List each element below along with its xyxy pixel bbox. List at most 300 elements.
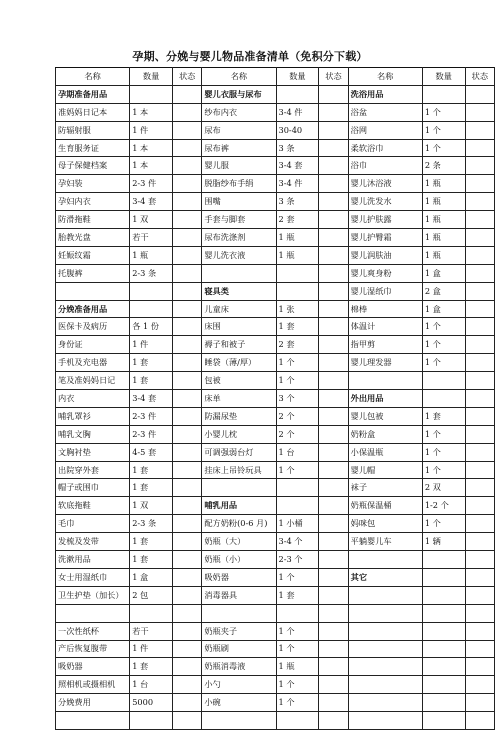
table-row <box>56 622 495 640</box>
blank-qty-cell <box>276 264 319 282</box>
item-qty: 3 条 <box>276 193 319 211</box>
item-status <box>173 515 202 533</box>
item-qty: 1 本 <box>130 157 173 175</box>
section-status-cell <box>465 568 494 586</box>
item-qty: 1 个 <box>422 139 465 157</box>
item-qty: 1 个 <box>422 354 465 372</box>
blank-qty-cell <box>276 712 319 730</box>
section-status-cell <box>319 282 348 300</box>
item-qty: 1 件 <box>130 121 173 139</box>
item-qty: 2-3 条 <box>130 515 173 533</box>
item-status <box>173 533 202 551</box>
blank-name-cell <box>348 372 422 390</box>
item-status <box>173 586 202 604</box>
table-row <box>56 354 495 372</box>
section-status-cell <box>173 85 202 103</box>
item-qty: 1 个 <box>422 121 465 139</box>
table-row <box>56 568 495 586</box>
item-name: 婴儿爽身粉 <box>348 264 422 282</box>
item-name: 奶瓶刷 <box>202 640 276 658</box>
item-name: 软底拖鞋 <box>56 497 130 515</box>
item-name: 奶瓶夹子 <box>202 622 276 640</box>
item-qty: 1 个 <box>422 461 465 479</box>
item-name: 平躺婴儿车 <box>348 533 422 551</box>
item-name: 妈咪包 <box>348 515 422 533</box>
item-name: 婴儿洗发水 <box>348 193 422 211</box>
item-status <box>319 193 348 211</box>
item-status <box>173 139 202 157</box>
blank-qty-cell <box>422 694 465 712</box>
item-status <box>173 461 202 479</box>
item-name: 婴儿湿纸巾 <box>348 282 422 300</box>
item-qty: 1 套 <box>130 461 173 479</box>
item-name: 婴儿润肤油 <box>348 246 422 264</box>
item-qty: 1 盒 <box>422 264 465 282</box>
item-status <box>173 157 202 175</box>
item-status <box>319 390 348 408</box>
item-name: 奶瓶（小） <box>202 551 276 569</box>
item-status <box>173 676 202 694</box>
item-name: 毛巾 <box>56 515 130 533</box>
item-name: 医保卡及病历 <box>56 318 130 336</box>
blank-status-cell <box>465 586 494 604</box>
item-name: 可调强弱台灯 <box>202 443 276 461</box>
item-name: 脱脂纱布手绢 <box>202 175 276 193</box>
item-qty: 1-2 个 <box>422 497 465 515</box>
item-name: 消毒器具 <box>202 586 276 604</box>
item-qty: 1 瓶 <box>422 175 465 193</box>
item-name: 胎教光盘 <box>56 229 130 247</box>
blank-name-cell <box>202 479 276 497</box>
item-status <box>319 443 348 461</box>
table-row <box>56 390 495 408</box>
item-status <box>319 694 348 712</box>
item-qty: 1 个 <box>276 372 319 390</box>
item-qty: 1 个 <box>276 568 319 586</box>
item-name: 吸奶器 <box>202 568 276 586</box>
section-heading: 孕期准备用品 <box>56 85 130 103</box>
table-row <box>56 372 495 390</box>
blank-status-cell <box>319 264 348 282</box>
blank-qty-cell <box>422 622 465 640</box>
item-qty: 3 条 <box>276 139 319 157</box>
blank-name-cell <box>348 604 422 622</box>
item-qty: 3 个 <box>276 390 319 408</box>
table-row <box>56 246 495 264</box>
item-status <box>319 461 348 479</box>
item-name: 奶瓶保温桶 <box>348 497 422 515</box>
item-name: 小保温瓶 <box>348 443 422 461</box>
table-row <box>56 425 495 443</box>
item-name: 婴儿帽 <box>348 461 422 479</box>
item-status <box>319 622 348 640</box>
blank-status-cell <box>319 712 348 730</box>
item-qty: 1 个 <box>422 515 465 533</box>
item-name: 小勺 <box>202 676 276 694</box>
section-heading: 分娩准备用品 <box>56 300 130 318</box>
item-name: 儿童床 <box>202 300 276 318</box>
item-name: 笔及准妈妈日记 <box>56 372 130 390</box>
item-qty: 1 套 <box>130 551 173 569</box>
item-name: 奶瓶消毒液 <box>202 658 276 676</box>
blank-qty-cell <box>422 604 465 622</box>
item-status <box>465 157 494 175</box>
item-status <box>465 533 494 551</box>
table-row <box>56 443 495 461</box>
item-name: 小碗 <box>202 694 276 712</box>
blank-status-cell <box>319 604 348 622</box>
item-status <box>319 658 348 676</box>
item-status <box>465 229 494 247</box>
blank-qty-cell <box>422 640 465 658</box>
item-status <box>319 121 348 139</box>
item-qty: 2-3 件 <box>130 407 173 425</box>
table-row <box>56 658 495 676</box>
item-status <box>465 443 494 461</box>
item-status <box>173 694 202 712</box>
item-name: 妊娠纹霜 <box>56 246 130 264</box>
blank-status-cell <box>319 479 348 497</box>
item-name: 手机及充电器 <box>56 354 130 372</box>
table-row <box>56 211 495 229</box>
item-status <box>465 497 494 515</box>
blank-name-cell <box>56 604 130 622</box>
section-heading: 洗浴用品 <box>348 85 422 103</box>
checklist-body <box>56 85 495 729</box>
item-status <box>173 175 202 193</box>
table-row <box>56 479 495 497</box>
document-title: 孕期、分娩与婴儿物品准备清单（免积分下载） <box>132 50 368 63</box>
item-name: 睡袋（薄/厚） <box>202 354 276 372</box>
blank-status-cell <box>465 676 494 694</box>
item-name: 卫生护垫（加长） <box>56 586 130 604</box>
blank-status-cell <box>465 622 494 640</box>
item-status <box>173 354 202 372</box>
item-status <box>173 497 202 515</box>
item-name: 床单 <box>202 390 276 408</box>
item-name: 柔软浴巾 <box>348 139 422 157</box>
table-row <box>56 640 495 658</box>
item-name: 文胸衬垫 <box>56 443 130 461</box>
blank-name-cell <box>348 658 422 676</box>
item-name: 女士用湿纸巾 <box>56 568 130 586</box>
item-status <box>319 533 348 551</box>
blank-name-cell <box>56 712 130 730</box>
item-status <box>319 372 348 390</box>
item-status <box>173 372 202 390</box>
item-name: 指甲剪 <box>348 336 422 354</box>
item-status <box>319 211 348 229</box>
header-name: 名称 <box>56 68 130 86</box>
header-row <box>56 68 495 86</box>
blank-status-cell <box>465 604 494 622</box>
blank-name-cell <box>348 586 422 604</box>
blank-qty-cell <box>422 551 465 569</box>
table-row <box>56 533 495 551</box>
item-qty: 1 瓶 <box>422 229 465 247</box>
item-status <box>173 622 202 640</box>
blank-status-cell <box>465 658 494 676</box>
header-qty: 数量 <box>276 68 319 86</box>
table-row <box>56 282 495 300</box>
blank-qty-cell <box>422 586 465 604</box>
item-status <box>319 246 348 264</box>
item-name: 袜子 <box>348 479 422 497</box>
table-row <box>56 336 495 354</box>
item-status <box>173 425 202 443</box>
table-row <box>56 407 495 425</box>
item-qty: 1 双 <box>130 497 173 515</box>
item-status <box>319 103 348 121</box>
item-name: 哺乳罩衫 <box>56 407 130 425</box>
item-status <box>319 300 348 318</box>
item-status <box>173 211 202 229</box>
item-status <box>465 139 494 157</box>
item-name: 奶粉盒 <box>348 425 422 443</box>
item-status <box>319 157 348 175</box>
item-qty: 1 个 <box>422 443 465 461</box>
item-name: 孕妇装 <box>56 175 130 193</box>
item-status <box>319 139 348 157</box>
section-qty-cell <box>422 390 465 408</box>
item-status <box>465 264 494 282</box>
item-qty: 1 套 <box>130 533 173 551</box>
item-qty: 2-3 件 <box>130 425 173 443</box>
item-status <box>173 264 202 282</box>
item-name: 尿布 <box>202 121 276 139</box>
blank-qty-cell <box>130 282 173 300</box>
blank-name-cell <box>202 712 276 730</box>
header-name: 名称 <box>202 68 276 86</box>
blank-status-cell <box>465 551 494 569</box>
item-status <box>173 318 202 336</box>
blank-qty-cell <box>422 658 465 676</box>
item-qty: 1 套 <box>130 354 173 372</box>
item-qty: 1 套 <box>276 586 319 604</box>
item-qty: 2-3 个 <box>276 551 319 569</box>
item-status <box>465 515 494 533</box>
item-qty: 1 套 <box>130 372 173 390</box>
blank-status-cell <box>465 712 494 730</box>
item-status <box>173 229 202 247</box>
item-name: 床围 <box>202 318 276 336</box>
item-name: 母子保健档案 <box>56 157 130 175</box>
item-status <box>173 640 202 658</box>
item-qty: 1 盒 <box>422 300 465 318</box>
blank-qty-cell <box>276 604 319 622</box>
item-qty: 若干 <box>130 229 173 247</box>
item-qty: 4-5 套 <box>130 443 173 461</box>
table-row <box>56 586 495 604</box>
item-name: 围嘴 <box>202 193 276 211</box>
item-status <box>319 425 348 443</box>
section-qty-cell <box>130 300 173 318</box>
item-status <box>319 568 348 586</box>
item-name: 浴盆 <box>348 103 422 121</box>
table-row <box>56 139 495 157</box>
item-qty: 2 条 <box>422 157 465 175</box>
item-qty: 1 张 <box>276 300 319 318</box>
blank-name-cell <box>56 282 130 300</box>
item-status <box>173 193 202 211</box>
item-name: 准妈妈日记本 <box>56 103 130 121</box>
item-qty: 1 个 <box>422 103 465 121</box>
item-qty: 1 瓶 <box>422 211 465 229</box>
section-qty-cell <box>276 282 319 300</box>
item-status <box>173 658 202 676</box>
item-name: 照相机或摄相机 <box>56 676 130 694</box>
item-name: 内衣 <box>56 390 130 408</box>
item-qty: 2 包 <box>130 586 173 604</box>
item-name: 包被 <box>202 372 276 390</box>
item-qty: 3-4 套 <box>130 193 173 211</box>
header-qty: 数量 <box>130 68 173 86</box>
item-qty: 3-4 套 <box>130 390 173 408</box>
item-status <box>319 515 348 533</box>
blank-name-cell <box>202 604 276 622</box>
section-heading: 外出用品 <box>348 390 422 408</box>
item-status <box>173 407 202 425</box>
item-qty: 1 瓶 <box>130 246 173 264</box>
table-row <box>56 676 495 694</box>
item-qty: 2 套 <box>276 211 319 229</box>
item-name: 体温计 <box>348 318 422 336</box>
blank-name-cell <box>348 676 422 694</box>
item-name: 婴儿洗衣液 <box>202 246 276 264</box>
item-qty: 1 盒 <box>130 568 173 586</box>
table-row <box>56 604 495 622</box>
item-status <box>173 103 202 121</box>
section-qty-cell <box>422 568 465 586</box>
item-qty: 2-3 条 <box>130 264 173 282</box>
blank-status-cell <box>173 604 202 622</box>
item-name: 防辐射服 <box>56 121 130 139</box>
section-status-cell <box>319 497 348 515</box>
item-status <box>465 407 494 425</box>
item-status <box>465 425 494 443</box>
blank-status-cell <box>173 712 202 730</box>
item-qty: 1 瓶 <box>276 658 319 676</box>
item-status <box>319 336 348 354</box>
item-status <box>465 336 494 354</box>
item-qty: 1 套 <box>422 407 465 425</box>
section-status-cell <box>465 85 494 103</box>
blank-status-cell <box>465 372 494 390</box>
item-qty: 1 台 <box>276 443 319 461</box>
item-status <box>173 336 202 354</box>
item-qty: 1 本 <box>130 103 173 121</box>
item-name: 产后恢复腹带 <box>56 640 130 658</box>
section-qty-cell <box>276 497 319 515</box>
item-status <box>465 461 494 479</box>
section-qty-cell <box>130 85 173 103</box>
item-name: 生育服务证 <box>56 139 130 157</box>
item-qty: 1 辆 <box>422 533 465 551</box>
item-qty: 1 个 <box>276 354 319 372</box>
item-qty: 3-4 套 <box>276 157 319 175</box>
item-name: 婴儿护肤露 <box>348 211 422 229</box>
item-name: 浴网 <box>348 121 422 139</box>
item-status <box>465 354 494 372</box>
item-qty: 2 双 <box>422 479 465 497</box>
item-qty: 2 套 <box>276 336 319 354</box>
item-status <box>173 246 202 264</box>
item-qty: 1 个 <box>422 318 465 336</box>
item-name: 哺乳文胸 <box>56 425 130 443</box>
item-qty: 各 1 份 <box>130 318 173 336</box>
item-qty: 3-4 件 <box>276 175 319 193</box>
item-status <box>465 300 494 318</box>
item-status <box>319 175 348 193</box>
blank-name-cell <box>348 694 422 712</box>
table-row <box>56 694 495 712</box>
item-qty: 2-3 件 <box>130 175 173 193</box>
item-qty: 1 个 <box>422 336 465 354</box>
item-status <box>173 479 202 497</box>
item-name: 分娩费用 <box>56 694 130 712</box>
blank-status-cell <box>173 282 202 300</box>
item-status <box>319 229 348 247</box>
item-name: 防漏尿垫 <box>202 407 276 425</box>
blank-qty-cell <box>422 676 465 694</box>
item-qty: 1 个 <box>422 425 465 443</box>
item-name: 防滑拖鞋 <box>56 211 130 229</box>
blank-qty-cell <box>276 479 319 497</box>
item-qty: 1 个 <box>276 676 319 694</box>
item-status <box>319 318 348 336</box>
item-status <box>173 390 202 408</box>
item-status <box>465 193 494 211</box>
item-name: 浴巾 <box>348 157 422 175</box>
item-name: 婴儿护臀霜 <box>348 229 422 247</box>
blank-status-cell <box>465 694 494 712</box>
blank-name-cell <box>202 264 276 282</box>
item-status <box>465 246 494 264</box>
item-status <box>319 354 348 372</box>
item-status <box>465 211 494 229</box>
header-status: 状态 <box>319 68 348 86</box>
checklist-table <box>55 67 495 730</box>
item-name: 手套与脚套 <box>202 211 276 229</box>
item-status <box>173 551 202 569</box>
table-row <box>56 193 495 211</box>
section-heading: 其它 <box>348 568 422 586</box>
table-row <box>56 551 495 569</box>
item-qty: 1 件 <box>130 640 173 658</box>
item-name: 尿布裤 <box>202 139 276 157</box>
item-name: 婴儿沐浴液 <box>348 175 422 193</box>
item-status <box>319 640 348 658</box>
blank-name-cell <box>348 712 422 730</box>
item-qty: 30-40 <box>276 121 319 139</box>
table-row <box>56 264 495 282</box>
blank-name-cell <box>348 640 422 658</box>
section-status-cell <box>319 85 348 103</box>
item-name: 奶瓶（大） <box>202 533 276 551</box>
item-status <box>465 282 494 300</box>
item-qty: 3-4 个 <box>276 533 319 551</box>
blank-name-cell <box>348 622 422 640</box>
item-name: 帽子或围巾 <box>56 479 130 497</box>
item-name: 婴儿理发器 <box>348 354 422 372</box>
section-status-cell <box>173 300 202 318</box>
item-name: 尿布洗涤剂 <box>202 229 276 247</box>
item-qty: 1 台 <box>130 676 173 694</box>
item-name: 棉棒 <box>348 300 422 318</box>
item-qty: 1 瓶 <box>422 246 465 264</box>
item-status <box>465 175 494 193</box>
blank-status-cell <box>465 640 494 658</box>
